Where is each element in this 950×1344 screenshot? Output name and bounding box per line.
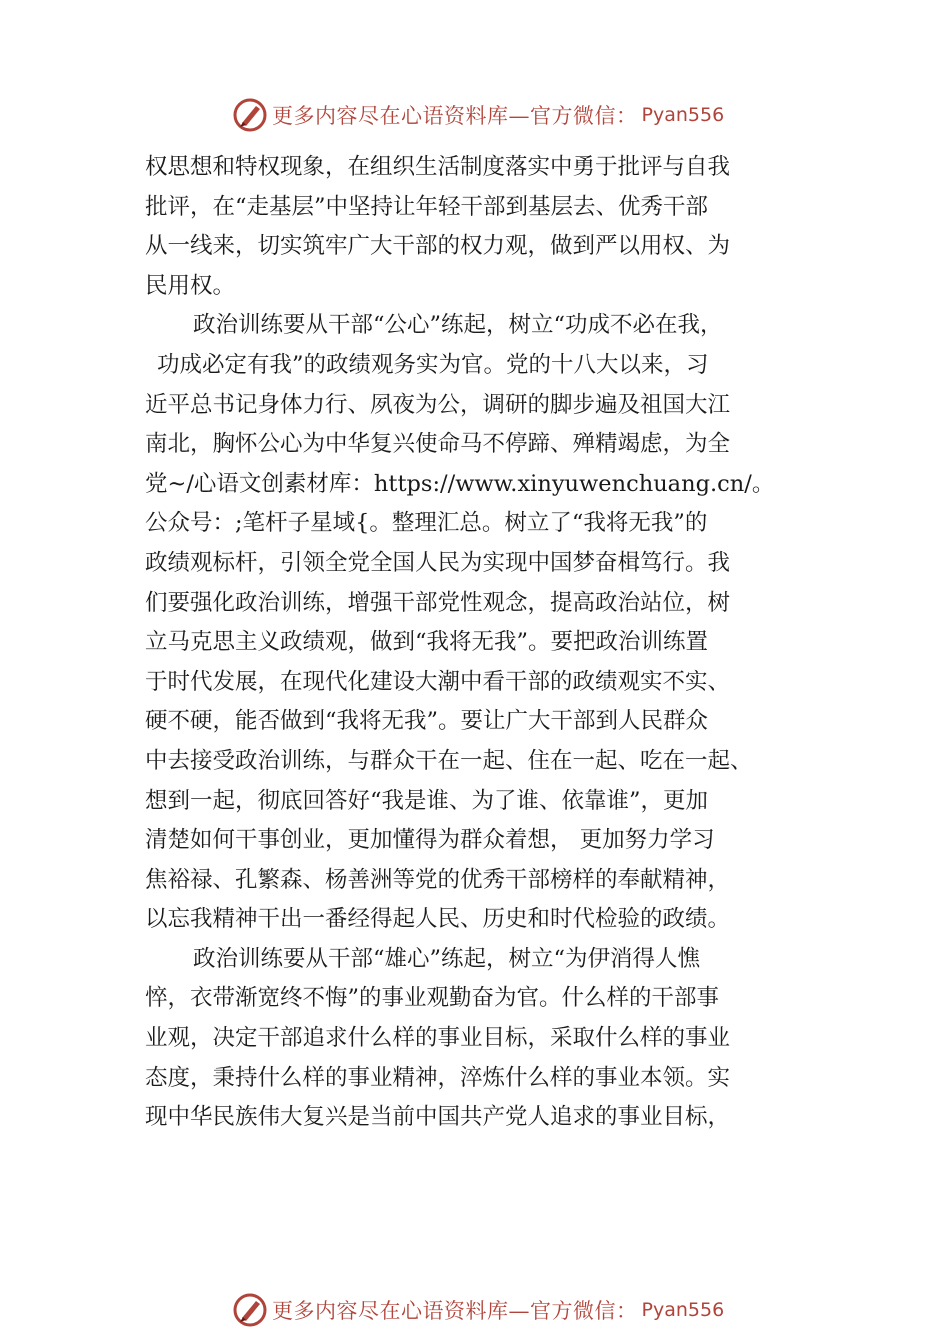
footer-brand-text: 更多内容尽在心语资料库—官方微信： [272,1299,638,1323]
body-line: 现中华民族伟大复兴是当前中国共产党人追求的事业目标， [145,1104,731,1131]
body-line: 近平总书记身体力行、夙夜为公，调研的脚步遍及祖国大江 [145,391,731,418]
pen-logo-icon [232,1292,268,1328]
body-line: 民用权。 [145,272,236,299]
body-line: 权思想和特权现象，在组织生活制度落实中勇于批评与自我 [145,154,731,180]
body-line: 批评，在“走基层”中坚持让年轻干部到基层去、优秀干部 [145,193,709,220]
body-line: 业观，决定干部追求什么样的事业目标，采取什么样的事业 [145,1025,731,1052]
footer-banner [232,1290,724,1330]
body-line: 悴，衣带渐宽终不悔”的事业观勤奋为官。什么样的干部事 [145,985,720,1012]
body-line: 想到一起，彻底回答好“我是谁、为了谁、依靠谁”，更加 [145,787,709,814]
body-line: 政绩观标杆，引领全党全国人民为实现中国梦奋楫笃行。我 [145,549,731,576]
source-url-line: 党~/心语文创素材库：https://www.xinyuwenchuang.cn/。 [145,470,775,497]
body-line: 中去接受政治训练，与群众干在一起、住在一起、吃在一起、 [145,747,753,774]
body-line: 焦裕禄、孔繁森、杨善洲等党的优秀干部榜样的奉献精神， [145,866,731,893]
header-banner [232,95,724,135]
header-brand-text: 更多内容尽在心语资料库—官方微信： [272,104,638,128]
pen-logo-icon [232,97,268,133]
paragraph-start-line: 政治训练要从干部“公心”练起，树立“功成不必在我， [193,312,723,339]
body-line: 立马克思主义政绩观，做到“我将无我”。要把政治训练置 [145,629,709,656]
footer-brand-id: Pyan556 [641,1299,725,1321]
body-line: 南北，胸怀公心为中华复兴使命马不停蹄、殚精竭虑，为全 [145,431,731,458]
body-line: 硬不硬，能否做到“我将无我”。要让广大干部到人民群众 [145,708,709,735]
body-line: 于时代发展，在现代化建设大潮中看干部的政绩观实不实、 [145,668,731,695]
body-line: 清楚如何干事创业，更加懂得为群众着想， 更加努力学习 [145,827,715,854]
body-line: 以忘我精神干出一番经得起人民、历史和时代检验的政绩。 [145,906,731,933]
body-line: 们要强化政治训练，增强干部党性观念，提高政治站位，树 [145,589,731,616]
document-body [145,148,835,1138]
body-line: 功成必定有我”的政绩观务实为官。党的十八大以来，习 [157,351,709,378]
paragraph-start-line: 政治训练要从干部“雄心”练起，树立“为伊消得人憔 [193,945,701,972]
header-brand-id: Pyan556 [641,104,725,126]
body-line: 从一线来，切实筑牢广大干部的权力观，做到严以用权、为 [145,233,731,260]
body-line: 公众号：;笔杆子星域{。整理汇总。树立了“我将无我”的 [145,510,708,537]
body-line: 态度，秉持什么样的事业精神，淬炼什么样的事业本领。实 [145,1064,731,1091]
